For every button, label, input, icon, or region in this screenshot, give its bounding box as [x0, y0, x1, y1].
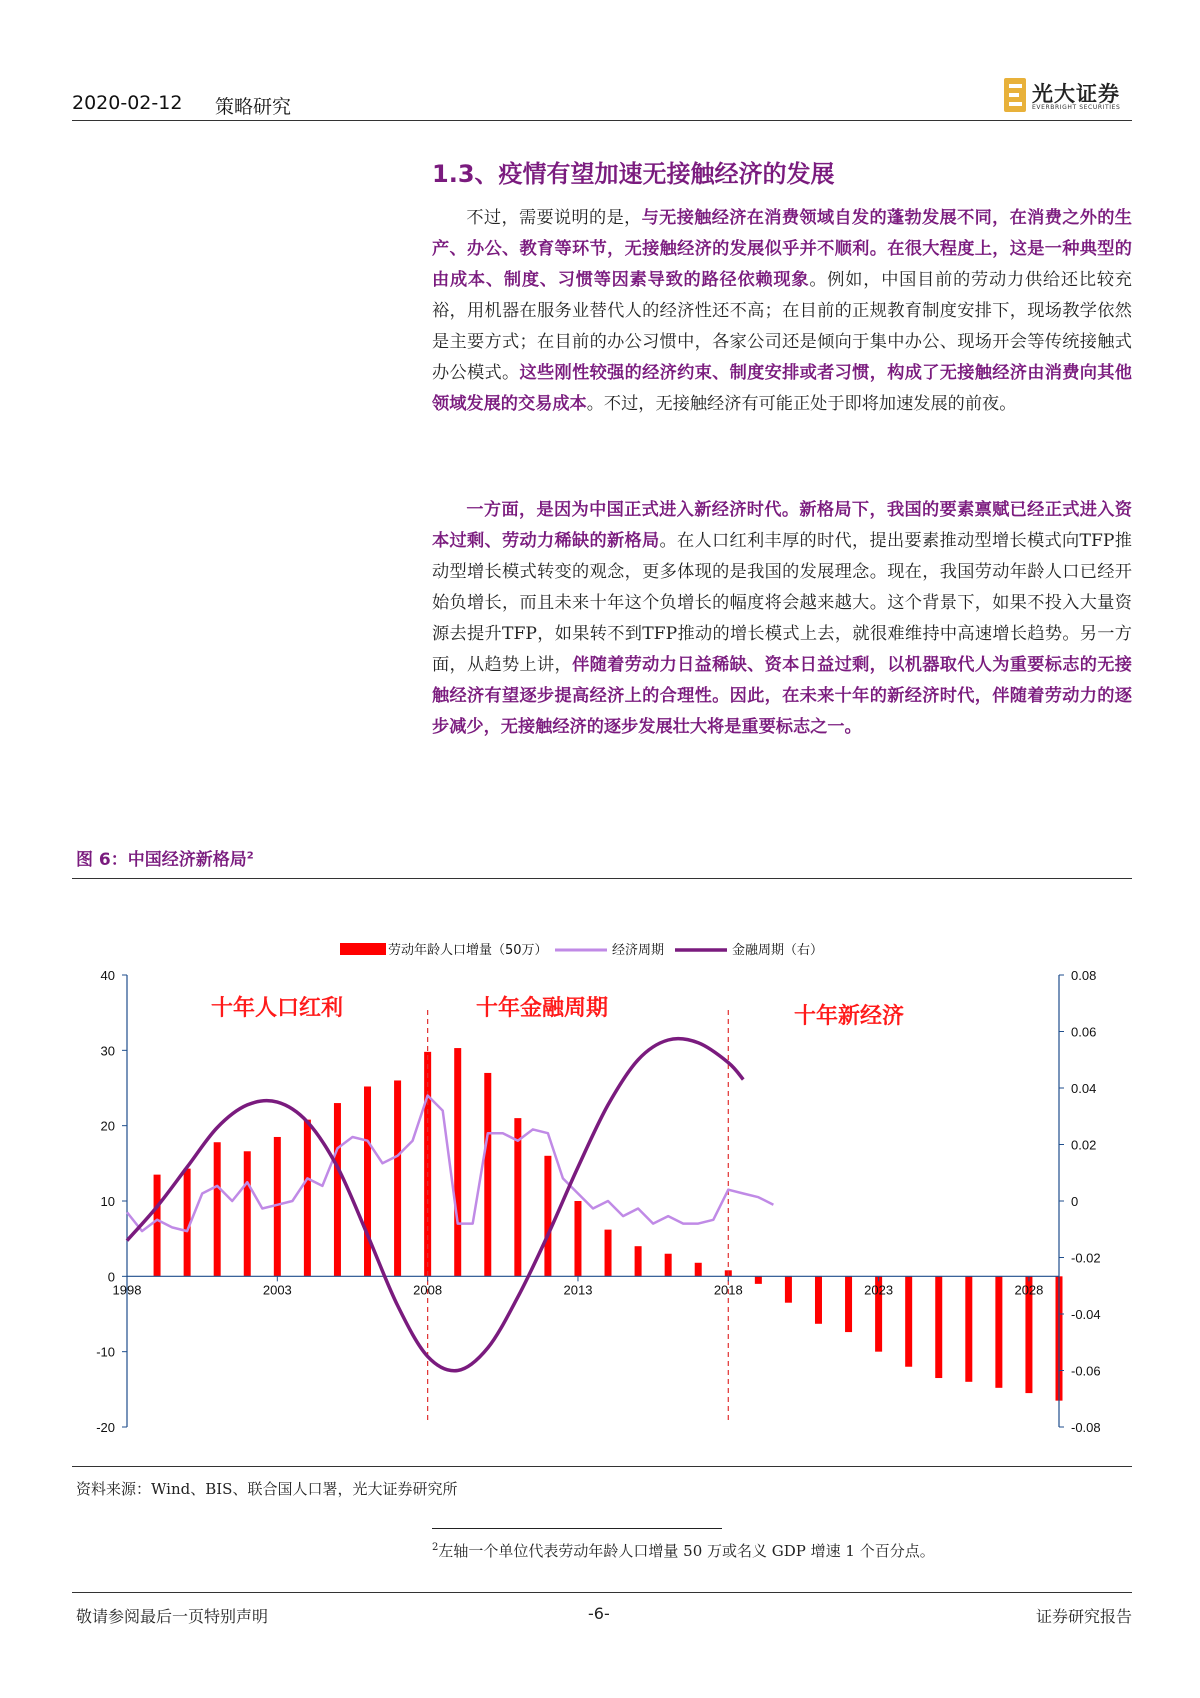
left-axis-label: 10 [100, 1194, 115, 1209]
footer-report-type: 证券研究报告 [1035, 1607, 1132, 1626]
chart-svg [72, 880, 1132, 1450]
footnote-text: 左轴一个单位代表劳动年龄人口增量 50 万或名义 GDP 增速 1 个百分点。 [438, 1542, 935, 1560]
highlight-text: 与无接触经济在消费领域自发的蓬勃发展不同，在消费之外的生产、办公、教育等环节，无接触经济的发展似乎并不顺利。在很大程度上，这是一种典型的由成本、制度、习惯等因素导致的路径依赖现象 [432, 208, 1132, 290]
body-text: 。在人口红利丰厚的时代，提出要素推动型增长模式向TFP推动型增长模式转变的观念，更多体现的是我国的发展理念。现在，我国劳动年龄人口已经开始负增长，而且未来十年这个负增长的幅度将会越来越大。这个背景下，如果不投入大量资源去提升TFP，如果转不到TFP推动的增长模式上去，就很难维持中高速增长趋势。另一方面，从趋势上讲， [432, 531, 1132, 675]
body-text: 。不过，无接触经济有可能正处于即将加速发展的前夜。 [586, 394, 1017, 414]
labor-bar [815, 1276, 822, 1323]
footnote-rule [432, 1528, 722, 1529]
paragraph-1 [432, 203, 1132, 420]
labor-bar [905, 1276, 912, 1366]
x-axis-label: 1998 [112, 1282, 142, 1298]
body-text: 不过，需要说明的是， [466, 208, 642, 228]
labor-bar [755, 1276, 762, 1284]
legend-label-fin: 金融周期（右） [732, 943, 824, 958]
right-axis-label: 0.06 [1071, 1024, 1097, 1040]
labor-bar [574, 1201, 581, 1276]
labor-bar [334, 1103, 341, 1276]
x-axis-label: 2013 [563, 1282, 593, 1298]
labor-bar [785, 1276, 792, 1302]
highlight-text: 这些刚性较强的经济约束、制度安排或者习惯，构成了无接触经济由消费向其他领域发展的交易成本 [432, 363, 1132, 414]
paragraph-2 [432, 495, 1132, 743]
footer-rule [72, 1592, 1132, 1593]
figure-title-sup: 2 [246, 850, 254, 862]
labor-bar [695, 1263, 702, 1277]
right-axis-label: -0.02 [1071, 1250, 1101, 1266]
labor-bar [605, 1230, 612, 1277]
header-category: 策略研究 [215, 96, 292, 118]
left-axis-label: 30 [100, 1043, 115, 1059]
figure-title-text: 图 6：中国经济新格局 [76, 850, 247, 870]
footnote [432, 1540, 935, 1561]
legend-bar-swatch [340, 943, 386, 955]
body-text: 。例如，中国目前的劳动力供给还比较充裕，用机器在服务业替代人的经济性还不高；在目前的正规教育制度安排下，现场教学依然是主要方式；在目前的办公习惯中，各家公司还是倾向于集中办公、现场开会等传统接触式办公模式。 [432, 270, 1132, 383]
labor-bar [665, 1254, 672, 1277]
left-axis-label: -20 [96, 1420, 115, 1435]
right-axis-label: -0.04 [1071, 1307, 1101, 1322]
labor-bar [484, 1073, 491, 1276]
x-axis-label: 2028 [1014, 1282, 1044, 1298]
logo-mark-icon [1004, 78, 1026, 112]
right-axis-label: 0.02 [1071, 1137, 1097, 1153]
highlight-text: 。 [844, 717, 862, 737]
logo-subtitle: EVERBRIGHT SECURITIES [1032, 104, 1121, 111]
x-axis-label: 2018 [713, 1282, 743, 1298]
right-axis-label: 0.08 [1071, 968, 1097, 983]
labor-bar [995, 1276, 1002, 1387]
labor-bar [635, 1246, 642, 1276]
right-axis-label: -0.08 [1071, 1420, 1101, 1435]
labor-bar [364, 1086, 371, 1276]
right-axis-label: -0.06 [1071, 1363, 1101, 1379]
left-axis-label: 20 [100, 1118, 115, 1134]
figure-top-rule [72, 878, 1132, 879]
chart-annotation: 十年新经济 [793, 1004, 905, 1029]
logo-name: 光大证券 [1032, 81, 1120, 106]
header-rule [72, 120, 1132, 121]
labor-bar [154, 1175, 161, 1277]
section-title: 1.3、疫情有望加速无接触经济的发展 [432, 160, 835, 188]
footer-disclaimer: 敬请参阅最后一页特别声明 [76, 1607, 269, 1626]
left-axis-label: 40 [100, 968, 115, 983]
x-axis-label: 2023 [864, 1282, 894, 1298]
brand-logo [1004, 78, 1140, 114]
labor-bar [544, 1156, 551, 1277]
x-axis-label: 2008 [413, 1282, 443, 1298]
chart-annotation: 十年金融周期 [475, 996, 609, 1021]
labor-bar [394, 1080, 401, 1276]
footer-page-number: -6- [588, 1604, 610, 1623]
figure-title [76, 845, 254, 870]
highlight-text: 伴随着劳动力日益稀缺、资本日益过剩，以机器取代人为重要标志的无接触经济有望逐步提高经济上的合理性。因此，在未来十年的新经济时代，伴随着劳动力的逐步减少，无接触经济的逐步发展壮大将是重要标志之一 [432, 655, 1132, 737]
legend-label-econ: 经济周期 [612, 943, 665, 958]
highlight-text: 一方面，是因为中国正式进入新经济时代。新格局下，我国的要素禀赋已经正式进入资本过剩、劳动力稀缺的新格局 [432, 500, 1132, 551]
labor-bar [845, 1276, 852, 1332]
labor-bar [214, 1142, 221, 1276]
labor-bar [935, 1276, 942, 1378]
chart-container [72, 880, 1132, 1450]
labor-bar [244, 1151, 251, 1276]
labor-bar [304, 1120, 311, 1277]
labor-bar [965, 1276, 972, 1381]
footnote-sup: 2 [432, 1542, 439, 1553]
figure-source: 资料来源：Wind、BIS、联合国人口署，光大证券研究所 [76, 1480, 458, 1498]
figure-bottom-rule [72, 1466, 1132, 1467]
x-axis-label: 2003 [262, 1282, 292, 1298]
labor-bar [454, 1048, 461, 1276]
right-axis-label: 0.04 [1071, 1081, 1097, 1096]
right-axis-label: 0 [1071, 1194, 1079, 1209]
legend-label-labor: 劳动年龄人口增量（50万） [388, 943, 548, 958]
left-axis-label: -10 [96, 1344, 115, 1360]
econ-cycle-line [127, 1096, 773, 1232]
chart-annotation: 十年人口红利 [210, 996, 344, 1021]
left-axis-label: 0 [107, 1269, 115, 1285]
header-date: 2020-02-12 [72, 92, 183, 114]
